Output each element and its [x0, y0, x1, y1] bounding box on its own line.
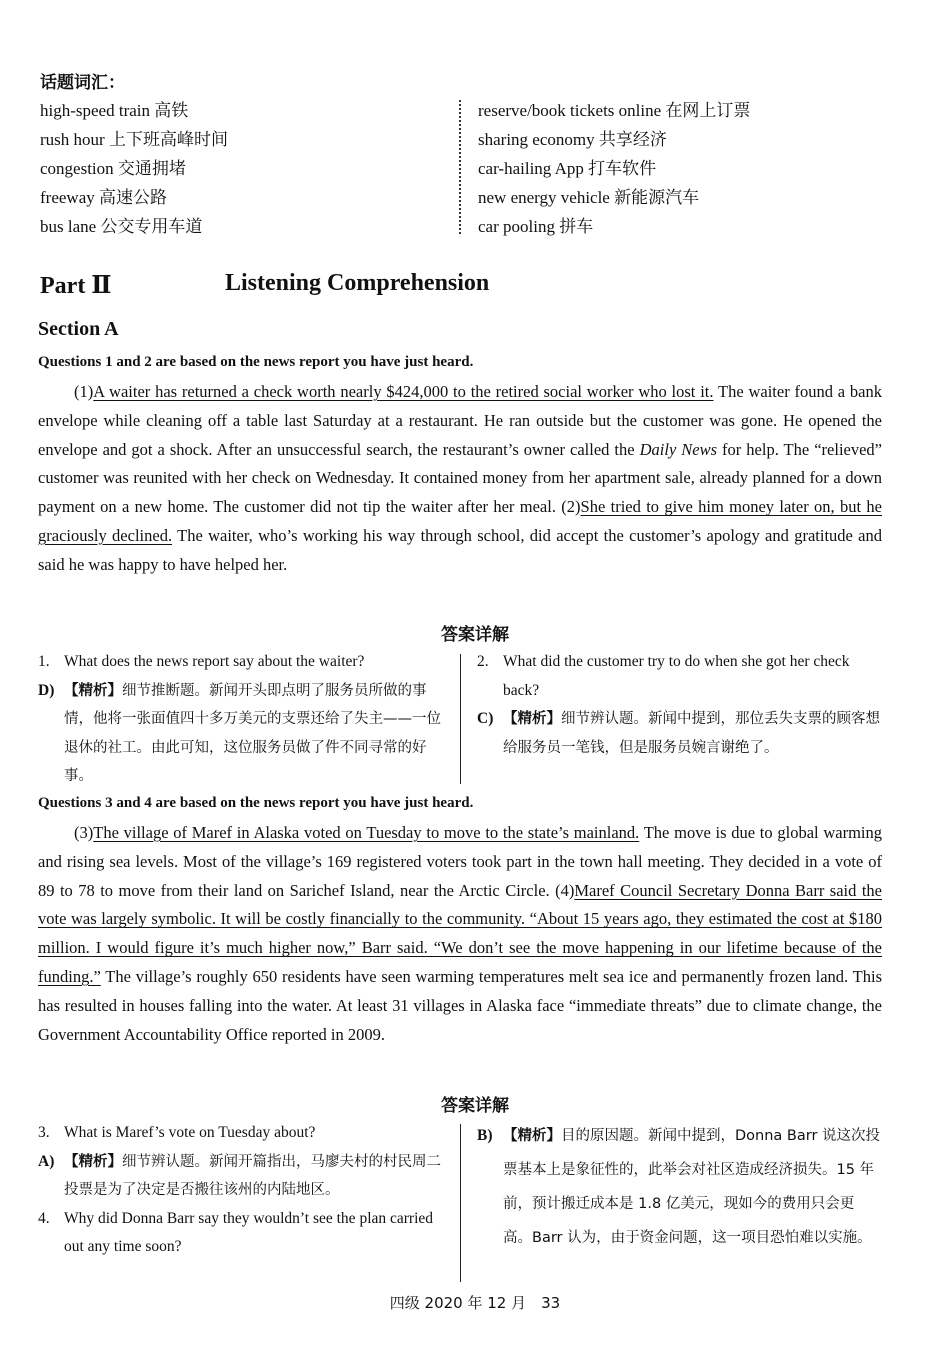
vocab-item: congestion 交通拥堵	[40, 159, 186, 178]
column-divider	[460, 654, 461, 784]
answer-column-right	[477, 648, 882, 762]
answer-3: A) 【精析】细节辨认题。新闻开篇指出，马廖夫村的村民周二投票是为了决定是否搬往该州的内陆地区。	[38, 1152, 441, 1199]
column-divider	[460, 1124, 461, 1282]
answer-explanation-title: 答案详解	[441, 625, 509, 645]
vocab-list-left	[40, 96, 228, 241]
question-4: 4. Why did Donna Barr say they wouldn’t see the plan carried out any time soon?	[38, 1209, 434, 1256]
vocab-list-right	[478, 96, 750, 241]
vocab-item: new energy vehicle 新能源汽车	[478, 188, 700, 207]
answer-explanation-title: 答案详解	[441, 1096, 509, 1116]
question-2: 2. What did the customer try to do when she got her check back?	[477, 653, 850, 699]
vocab-item: sharing economy 共享经济	[478, 130, 667, 149]
answer-column-left	[38, 648, 444, 791]
question-group-heading: Questions 3 and 4 are based on the news report you have just heard.	[38, 795, 474, 811]
question-group-heading: Questions 1 and 2 are based on the news report you have just heard.	[38, 354, 474, 370]
answer-1: D) 【精析】细节推断题。新闻开头即点明了服务员所做的事情，他将一张面值四十多万美元的支票还给了失主——一位退休的社工。由此可知，这位服务员做了件不同寻常的好事。	[38, 681, 441, 785]
vocab-item: rush hour 上下班高峰时间	[40, 130, 228, 149]
page-footer: 四级 2020 年 12 月 33	[389, 1294, 561, 1312]
key-sentence-4: Maref Council Secretary Donna Barr said the vote was largely symbolic. It will be costly financially to the community. “About 15 years ago, they estimated the cost at $180 million. I would figure it’s much higher now,” Barr said. “We don’t see the move happening in our lifetime because of the funding.”	[38, 880, 882, 986]
answer-column-left	[38, 1119, 444, 1262]
vocab-item: reserve/book tickets online 在网上订票	[478, 101, 751, 120]
vocab-title: 话题词汇：	[40, 73, 125, 93]
answer-column-right	[477, 1119, 882, 1255]
vocab-item: bus lane 公交专用车道	[40, 217, 203, 236]
vocab-item: freeway 高速公路	[40, 188, 167, 207]
part-title: Listening Comprehension	[225, 270, 490, 296]
transcript-passage-2: (3)The village of Maref in Alaska voted on Tuesday to move to the state’s mainland. The move is due to global warming and rising sea levels. Most of the village’s 169 registered voters took part in the town hall meeting. They decided in a vote of 89 to 78 to move from their land on Sarichef Island, near the Arctic Circle. (4)Maref Council Secretary Donna Barr said the vote was largely symbolic. It will be costly financially to the community. “About 15 years ago, they estimated the cost at $180 million. I would figure it’s much higher now,” Barr said. “We don’t see the move happening in our lifetime because of the funding.” The village’s roughly 650 residents have seen warming temperatures melt sea ice and permanently frozen land. This has resulted in houses falling into the water. At least 31 villages in Alaska face “immediate threats” due to climate change, the Government Accountability Office reported in 2009.	[38, 823, 882, 1044]
vocab-item: car pooling 拼车	[478, 217, 594, 236]
question-1: 1. What does the news report say about the waiter?	[38, 653, 365, 670]
section-heading: Section A	[38, 318, 119, 340]
key-sentence-2: She tried to give him money later on, but he graciously declined.	[38, 497, 882, 545]
transcript-passage-1: (1)A waiter has returned a check worth nearly $424,000 to the retired social worker who lost it. The waiter found a bank envelope while cleaning off a table last Saturday at a restaurant. He ran outside but the customer was gone. He opened the envelope and got a shock. After an unsuccessful search, the restaurant’s owner called the Daily News for help. The “relieved” customer was reunited with her check on Wednesday. It contained money from her apartment sale, already planned for a down payment on a new home. The customer did not tip the waiter after her meal. (2)She tried to give him money later on, but he graciously declined. The waiter, who’s working his way through school, did accept the customer’s apology and gratitude and said he was happy to have helped her.	[38, 382, 882, 574]
question-3: 3. What is Maref’s vote on Tuesday about?	[38, 1124, 316, 1141]
vocab-divider	[459, 100, 461, 234]
vocab-item: high-speed train 高铁	[40, 101, 189, 120]
key-sentence-1: A waiter has returned a check worth nearly $424,000 to the retired social worker who lost it.	[93, 382, 714, 401]
answer-4: B) 【精析】目的原因题。新闻中提到，Donna Barr 说这次投票基本上是象征性的，此举会对社区造成经济损失。15 年前，预计搬迁成本是 1.8 亿美元，现如今的费用只会更高。Barr 认为，由于资金问题，这一项目恐怕难以实施。	[477, 1127, 881, 1246]
answer-2: C) 【精析】细节辨认题。新闻中提到，那位丢失支票的顾客想给服务员一笔钱，但是服务员婉言谢绝了。	[477, 710, 880, 756]
vocab-item: car-hailing App 打车软件	[478, 159, 657, 178]
part-label: Part Ⅱ	[40, 273, 112, 299]
key-sentence-3: The village of Maref in Alaska voted on Tuesday to move to the state’s mainland.	[93, 823, 640, 842]
